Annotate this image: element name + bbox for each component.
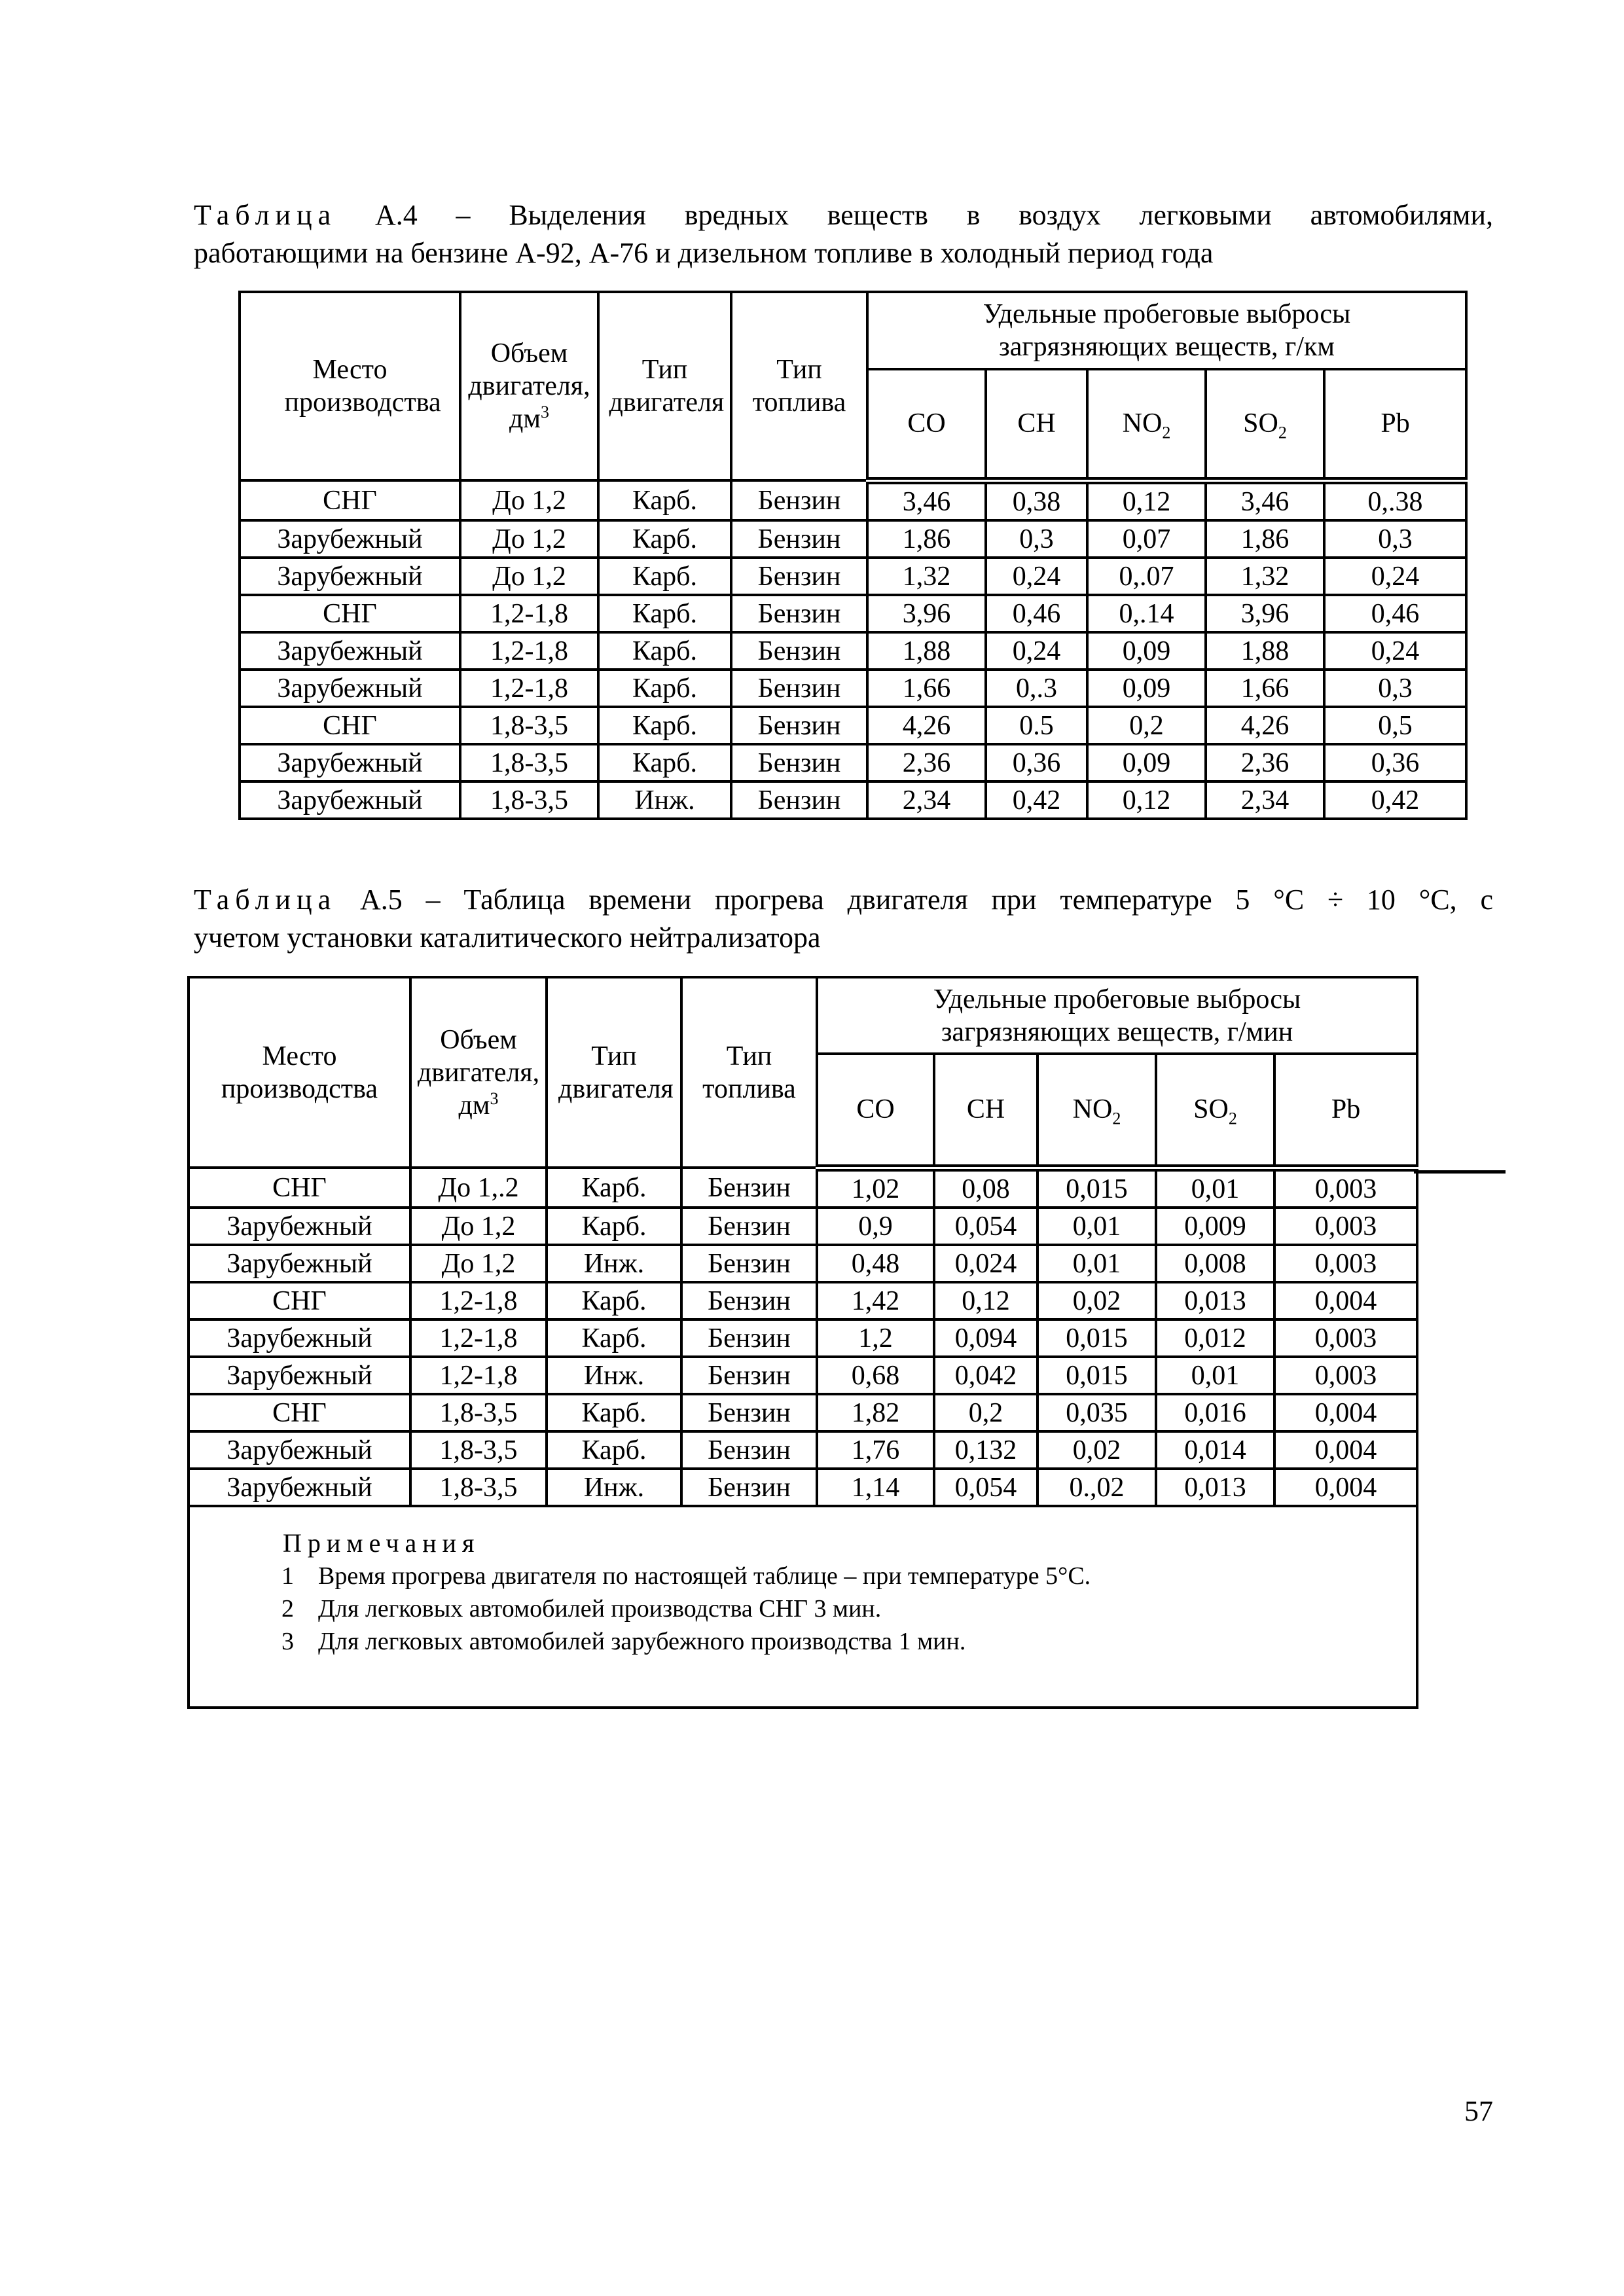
cell-so2: 0,014 <box>1156 1431 1274 1469</box>
cell-pb: 0,36 <box>1324 744 1466 781</box>
table-row <box>240 595 1466 632</box>
note-item: 1 Время прогрева двигателя по настоящей таблице – при температуре 5°С. <box>281 1562 1091 1590</box>
cell-pb: 0,3 <box>1324 670 1466 707</box>
cell-ch: 0,46 <box>986 595 1087 632</box>
cell-ch: 0,12 <box>934 1282 1038 1319</box>
cell-ch: 0,054 <box>934 1469 1038 1506</box>
page-number: 57 <box>1464 2095 1493 2127</box>
cell-volume: 1,2-1,8 <box>410 1357 547 1394</box>
cell-engine-type: Карб. <box>598 520 731 558</box>
cell-ch: 0,08 <box>934 1168 1038 1208</box>
table-row <box>240 781 1466 819</box>
cell-fuel-type: Бензин <box>731 480 867 520</box>
cell-co: 0,48 <box>817 1245 934 1282</box>
header-pb: Pb <box>1324 369 1466 480</box>
cell-fuel-type: Бензин <box>731 520 867 558</box>
cell-volume: 1,2-1,8 <box>460 595 598 632</box>
cell-volume: 1,8-3,5 <box>410 1394 547 1431</box>
cell-pb: 0,004 <box>1274 1282 1417 1319</box>
cell-no2: 0,015 <box>1038 1168 1156 1208</box>
cell-volume: До 1,2 <box>460 480 598 520</box>
cell-co: 1,42 <box>817 1282 934 1319</box>
cell-so2: 0,008 <box>1156 1245 1274 1282</box>
cell-engine-type: Карб. <box>598 480 731 520</box>
table-row <box>240 480 1466 520</box>
cell-co: 0,9 <box>817 1208 934 1245</box>
cell-no2: 0,015 <box>1038 1319 1156 1357</box>
cell-no2: 0,2 <box>1087 707 1206 744</box>
header-fuel-type: Тип топлива <box>681 977 817 1168</box>
header-fuel-type: Тип топлива <box>731 292 867 480</box>
cell-fuel-type: Бензин <box>731 632 867 670</box>
cell-no2: 0,09 <box>1087 744 1206 781</box>
cell-ch: 0,3 <box>986 520 1087 558</box>
cell-co: 1,88 <box>867 632 986 670</box>
cell-fuel-type: Бензин <box>681 1208 817 1245</box>
cell-engine-type: Карб. <box>598 632 731 670</box>
cell-fuel-type: Бензин <box>681 1168 817 1208</box>
header-no2: $NO_2$ <box>1038 1054 1156 1168</box>
cell-volume: До 1,2 <box>410 1208 547 1245</box>
cell-so2: 0,016 <box>1156 1394 1274 1431</box>
table-row <box>240 520 1466 558</box>
cell-co: 1,02 <box>817 1168 934 1208</box>
table-row <box>189 1319 1417 1357</box>
table-a5-caption-line2: учетом установки каталитического нейтрализатора <box>194 922 821 954</box>
cell-ch: 0,094 <box>934 1319 1038 1357</box>
table-row <box>189 1245 1417 1282</box>
header-engine-type: Тип двигателя <box>598 292 731 480</box>
cell-engine-type: Инж. <box>598 781 731 819</box>
header-co: CO <box>817 1054 934 1168</box>
table-a4-header <box>240 292 1466 480</box>
table-row <box>189 1357 1417 1394</box>
header-underline-extension <box>1414 1170 1506 1174</box>
cell-place: Зарубежный <box>189 1357 410 1394</box>
table-row <box>189 1469 1417 1506</box>
cell-co: 2,34 <box>867 781 986 819</box>
note-item: 2 Для легковых автомобилей производства СНГ 3 мин. <box>281 1594 882 1623</box>
cell-ch: 0.5 <box>986 707 1087 744</box>
cell-no2: 0,12 <box>1087 480 1206 520</box>
cell-fuel-type: Бензин <box>681 1319 817 1357</box>
table-a4-caption-line2: работающими на бензине А-92, А-76 и дизельном топливе в холодный период года <box>194 237 1214 269</box>
cell-volume: До 1,2 <box>410 1245 547 1282</box>
cell-pb: 0,003 <box>1274 1357 1417 1394</box>
cell-fuel-type: Бензин <box>731 744 867 781</box>
cell-place: СНГ <box>240 480 460 520</box>
cell-pb: 0,003 <box>1274 1245 1417 1282</box>
cell-place: Зарубежный <box>189 1431 410 1469</box>
cell-ch: 0,054 <box>934 1208 1038 1245</box>
table-a5-caption-line1: Таблица А.5 – Таблица времени прогрева двигателя при температуре 5 °С ÷ 10 °С, с <box>194 884 1493 916</box>
cell-pb: 0,24 <box>1324 558 1466 595</box>
cell-volume: 1,2-1,8 <box>460 670 598 707</box>
cell-so2: 1,66 <box>1206 670 1324 707</box>
cell-pb: 0,5 <box>1324 707 1466 744</box>
header-engine-type: Тип двигателя <box>547 977 681 1168</box>
cell-ch: 0,024 <box>934 1245 1038 1282</box>
cell-fuel-type: Бензин <box>681 1469 817 1506</box>
cell-no2: 0,.07 <box>1087 558 1206 595</box>
table-row <box>189 1282 1417 1319</box>
cell-so2: 1,88 <box>1206 632 1324 670</box>
cell-ch: 0,24 <box>986 632 1087 670</box>
cell-co: 3,46 <box>867 480 986 520</box>
cell-co: 1,14 <box>817 1469 934 1506</box>
cell-no2: 0,02 <box>1038 1282 1156 1319</box>
cell-fuel-type: Бензин <box>731 558 867 595</box>
cell-fuel-type: Бензин <box>731 595 867 632</box>
cell-so2: 0,01 <box>1156 1168 1274 1208</box>
cell-place: СНГ <box>189 1168 410 1208</box>
cell-fuel-type: Бензин <box>681 1282 817 1319</box>
table-row <box>240 670 1466 707</box>
cell-place: СНГ <box>189 1282 410 1319</box>
cell-so2: 0,01 <box>1156 1357 1274 1394</box>
cell-co: 1,2 <box>817 1319 934 1357</box>
cell-co: 1,66 <box>867 670 986 707</box>
table-a4-caption-line1: Таблица А.4 – Выделения вредных веществ в воздух легковыми автомобилями, <box>194 199 1493 231</box>
notes-cell <box>189 1506 1417 1708</box>
cell-engine-type: Карб. <box>547 1168 681 1208</box>
header-co: CO <box>867 369 986 480</box>
cell-pb: 0,003 <box>1274 1168 1417 1208</box>
cell-volume: До 1,2 <box>460 558 598 595</box>
cell-fuel-type: Бензин <box>731 781 867 819</box>
cell-ch: 0,24 <box>986 558 1087 595</box>
cell-volume: 1,8-3,5 <box>460 744 598 781</box>
cell-volume: До 1,2 <box>460 520 598 558</box>
cell-engine-type: Карб. <box>598 744 731 781</box>
cell-engine-type: Инж. <box>547 1469 681 1506</box>
cell-no2: 0,015 <box>1038 1357 1156 1394</box>
cell-so2: 0,009 <box>1156 1208 1274 1245</box>
table-row <box>189 1431 1417 1469</box>
cell-so2: 0,013 <box>1156 1469 1274 1506</box>
cell-ch: 0,132 <box>934 1431 1038 1469</box>
cell-volume: 1,8-3,5 <box>410 1431 547 1469</box>
table-a5 <box>187 976 1418 1709</box>
cell-no2: 0,09 <box>1087 670 1206 707</box>
cell-ch: 0,2 <box>934 1394 1038 1431</box>
cell-pb: 0,3 <box>1324 520 1466 558</box>
header-volume: Объем двигателя, $дм^3$ <box>410 977 547 1168</box>
cell-so2: 0,013 <box>1156 1282 1274 1319</box>
cell-engine-type: Инж. <box>547 1357 681 1394</box>
header-ch: CH <box>934 1054 1038 1168</box>
cell-ch: 0,42 <box>986 781 1087 819</box>
header-so2: $SO_2$ <box>1206 369 1324 480</box>
note-item: 3 Для легковых автомобилей зарубежного производства 1 мин. <box>281 1627 966 1655</box>
table-row <box>240 558 1466 595</box>
cell-pb: 0,004 <box>1274 1394 1417 1431</box>
table-a5-body <box>189 1168 1417 1506</box>
cell-no2: 0,035 <box>1038 1394 1156 1431</box>
cell-engine-type: Карб. <box>598 707 731 744</box>
cell-fuel-type: Бензин <box>731 670 867 707</box>
header-place: Место производства <box>189 977 410 1168</box>
cell-so2: 0,012 <box>1156 1319 1274 1357</box>
cell-so2: 3,46 <box>1206 480 1324 520</box>
cell-engine-type: Карб. <box>547 1394 681 1431</box>
cell-co: 1,76 <box>817 1431 934 1469</box>
cell-volume: 1,2-1,8 <box>410 1319 547 1357</box>
cell-no2: 0.,02 <box>1038 1469 1156 1506</box>
cell-volume: 1,8-3,5 <box>460 707 598 744</box>
cell-place: Зарубежный <box>240 670 460 707</box>
cell-place: Зарубежный <box>240 744 460 781</box>
cell-place: Зарубежный <box>240 558 460 595</box>
cell-co: 0,68 <box>817 1357 934 1394</box>
cell-so2: 1,32 <box>1206 558 1324 595</box>
cell-engine-type: Карб. <box>547 1208 681 1245</box>
cell-place: Зарубежный <box>240 632 460 670</box>
cell-so2: 2,36 <box>1206 744 1324 781</box>
notes-title: Примечания <box>283 1528 480 1558</box>
cell-ch: 0,042 <box>934 1357 1038 1394</box>
cell-pb: 0,003 <box>1274 1208 1417 1245</box>
cell-fuel-type: Бензин <box>681 1394 817 1431</box>
cell-no2: 0,01 <box>1038 1245 1156 1282</box>
header-so2: $SO_2$ <box>1156 1054 1274 1168</box>
cell-place: СНГ <box>240 707 460 744</box>
cell-engine-type: Карб. <box>598 595 731 632</box>
cell-ch: 0,38 <box>986 480 1087 520</box>
cell-co: 2,36 <box>867 744 986 781</box>
cell-pb: 0,24 <box>1324 632 1466 670</box>
table-a4-body <box>240 480 1466 819</box>
cell-volume: До 1,.2 <box>410 1168 547 1208</box>
cell-pb: 0,004 <box>1274 1431 1417 1469</box>
cell-co: 1,82 <box>817 1394 934 1431</box>
cell-engine-type: Карб. <box>547 1282 681 1319</box>
cell-place: Зарубежный <box>240 781 460 819</box>
cell-fuel-type: Бензин <box>681 1245 817 1282</box>
cell-place: Зарубежный <box>240 520 460 558</box>
cell-pb: 0,42 <box>1324 781 1466 819</box>
table-a5-header <box>189 977 1417 1168</box>
cell-so2: 3,96 <box>1206 595 1324 632</box>
cell-engine-type: Карб. <box>547 1319 681 1357</box>
cell-place: Зарубежный <box>189 1208 410 1245</box>
cell-pb: 0,004 <box>1274 1469 1417 1506</box>
cell-co: 3,96 <box>867 595 986 632</box>
header-emissions-group: Удельные пробеговые выбросы загрязняющих веществ, г/мин <box>817 977 1417 1054</box>
table-row <box>240 632 1466 670</box>
header-volume: Объем двигателя, $дм^3$ <box>460 292 598 480</box>
cell-ch: 0,36 <box>986 744 1087 781</box>
header-ch: CH <box>986 369 1087 480</box>
cell-place: Зарубежный <box>189 1469 410 1506</box>
cell-pb: 0,46 <box>1324 595 1466 632</box>
header-place: Место производства <box>240 292 460 480</box>
cell-engine-type: Карб. <box>598 670 731 707</box>
cell-volume: 1,8-3,5 <box>410 1469 547 1506</box>
cell-pb: 0,003 <box>1274 1319 1417 1357</box>
cell-co: 4,26 <box>867 707 986 744</box>
cell-place: СНГ <box>240 595 460 632</box>
cell-place: СНГ <box>189 1394 410 1431</box>
table-row <box>189 1168 1417 1208</box>
header-emissions-group: Удельные пробеговые выбросы загрязняющих веществ, г/км <box>867 292 1466 369</box>
cell-so2: 4,26 <box>1206 707 1324 744</box>
cell-place: Зарубежный <box>189 1319 410 1357</box>
cell-pb: 0,.38 <box>1324 480 1466 520</box>
cell-volume: 1,2-1,8 <box>460 632 598 670</box>
cell-ch: 0,.3 <box>986 670 1087 707</box>
cell-fuel-type: Бензин <box>681 1431 817 1469</box>
table-a5-notes <box>189 1506 1417 1708</box>
cell-no2: 0,12 <box>1087 781 1206 819</box>
cell-fuel-type: Бензин <box>731 707 867 744</box>
table-a5-caption <box>194 881 1493 957</box>
cell-place: Зарубежный <box>189 1245 410 1282</box>
cell-no2: 0,02 <box>1038 1431 1156 1469</box>
cell-so2: 2,34 <box>1206 781 1324 819</box>
header-pb: Pb <box>1274 1054 1417 1168</box>
cell-no2: 0,07 <box>1087 520 1206 558</box>
cell-volume: 1,2-1,8 <box>410 1282 547 1319</box>
cell-fuel-type: Бензин <box>681 1357 817 1394</box>
cell-no2: 0,01 <box>1038 1208 1156 1245</box>
cell-no2: 0,09 <box>1087 632 1206 670</box>
table-a4 <box>238 291 1468 820</box>
cell-engine-type: Карб. <box>547 1431 681 1469</box>
table-a4-caption <box>194 196 1493 272</box>
cell-co: 1,32 <box>867 558 986 595</box>
cell-so2: 1,86 <box>1206 520 1324 558</box>
table-row <box>240 707 1466 744</box>
cell-co: 1,86 <box>867 520 986 558</box>
header-no2: $NO_2$ <box>1087 369 1206 480</box>
cell-volume: 1,8-3,5 <box>460 781 598 819</box>
cell-no2: 0,.14 <box>1087 595 1206 632</box>
cell-engine-type: Карб. <box>598 558 731 595</box>
table-row <box>240 744 1466 781</box>
cell-engine-type: Инж. <box>547 1245 681 1282</box>
table-row <box>189 1394 1417 1431</box>
table-row <box>189 1208 1417 1245</box>
